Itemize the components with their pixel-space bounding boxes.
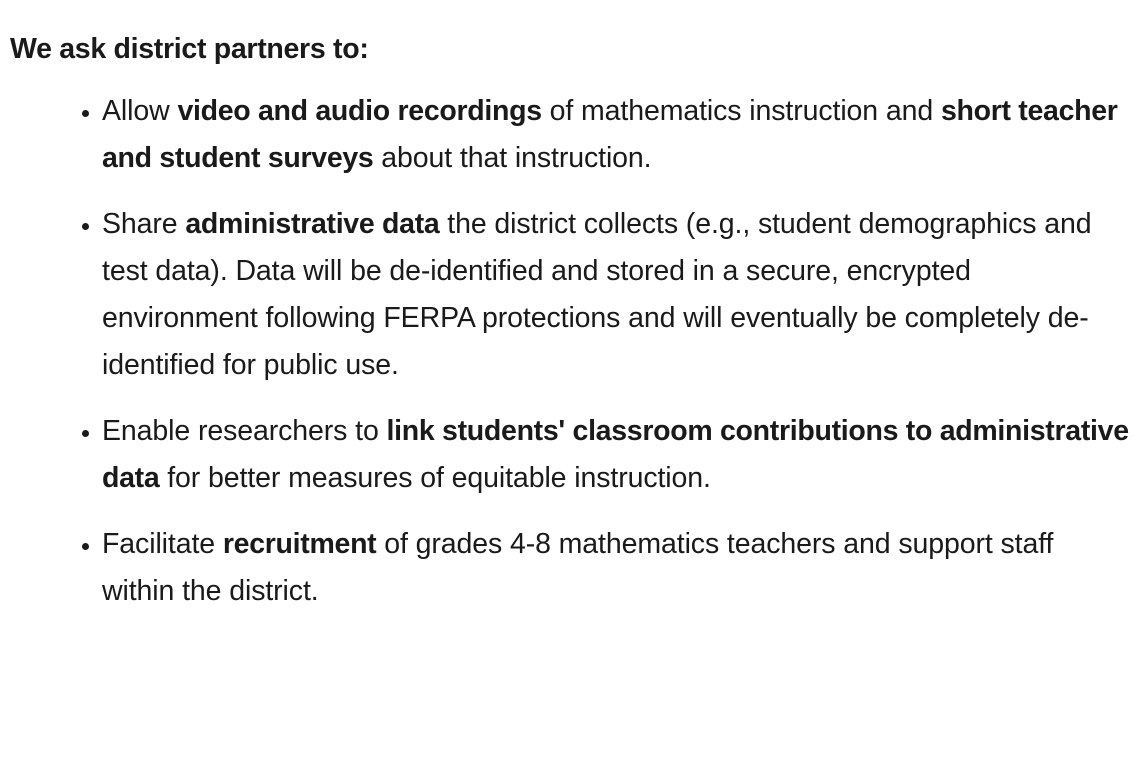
item-text: Share: [102, 208, 186, 240]
ask-list: [10, 88, 1130, 615]
list-item: [102, 201, 1130, 389]
item-emphasis: recruitment: [222, 528, 377, 560]
item-emphasis: link students' classroom contributions to administrative data: [102, 415, 1129, 494]
item-text: about that instruction.: [373, 142, 652, 174]
item-text: for better measures of equitable instruction.: [159, 462, 711, 494]
section-heading: We ask district partners to:: [10, 33, 369, 65]
item-text: of grades 4-8 mathematics teachers and support staff within the district.: [102, 528, 1054, 607]
item-text: Facilitate: [102, 528, 223, 560]
item-emphasis: short teacher and student surveys: [102, 95, 1118, 174]
item-text: the district collects (e.g., student demographics and test data). Data will be de-identified and stored in a secure, encrypted environment following FERPA protections and will eventually be completely de-identified for public use.: [102, 208, 1092, 381]
item-text: Enable researchers to: [102, 415, 387, 447]
item-text: of mathematics instruction and: [541, 95, 941, 127]
content-section: [10, 30, 1130, 634]
list-item: [102, 408, 1130, 502]
item-emphasis: administrative data: [185, 208, 440, 240]
item-text: Allow: [102, 95, 178, 127]
item-emphasis: video and audio recordings: [177, 95, 542, 127]
list-item: [102, 521, 1130, 615]
list-item: [102, 88, 1130, 182]
